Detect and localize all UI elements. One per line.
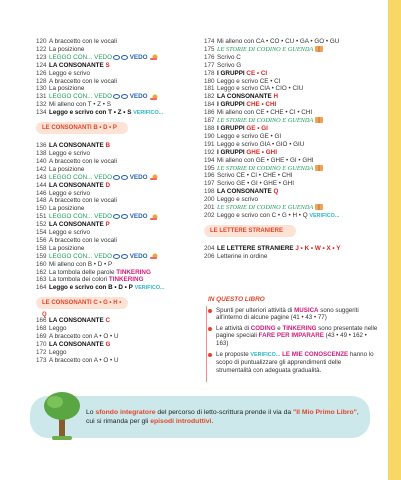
toc-entry (36, 276, 196, 284)
toc-entry (36, 341, 196, 349)
toc-entry (36, 101, 196, 109)
toc-entry (36, 78, 196, 86)
page-number: 130 (36, 85, 47, 93)
tinkering-label: TINKERING (282, 324, 317, 332)
vedo-label: VEDO (129, 93, 148, 101)
page-number: 154 (36, 229, 47, 237)
entry-text: Scrivo GE • GI • GHE • GHI (217, 180, 294, 188)
entry-title: LA CONSONANTE (49, 341, 104, 348)
page-number: 144 (36, 181, 47, 189)
verifico-label: VERIFICO... (250, 351, 281, 358)
entry-letter: CHE • CHI (246, 101, 277, 109)
note-text: hanno lo scopo di puntualizzare gli apprendimenti delle strumentalità con adeguata gradualità. (216, 350, 374, 374)
in-questo-libro (208, 296, 378, 377)
toc-entry (36, 349, 196, 357)
note-text: sono suggeriti all'interno di alcune pagine (41 • 43 • 77) (216, 306, 359, 322)
entry-title: LA CONSONANTE (49, 221, 104, 229)
entry-text: La tombola delle parole (49, 268, 115, 276)
toc-entry (36, 333, 196, 341)
note-text: e (277, 324, 281, 332)
page-number: 122 (36, 45, 47, 53)
entry-title: Leggo e scrivo con B • D • P (49, 284, 133, 292)
toc-entry (204, 157, 384, 165)
bullet-dot-icon (208, 327, 212, 331)
note-item-musica (208, 307, 378, 322)
in-questo-libro-line (206, 306, 207, 382)
toc-entry (36, 109, 196, 118)
page-number: 142 (36, 165, 47, 173)
toc-entry (36, 166, 196, 174)
toc-entry (204, 188, 384, 196)
entry-letter: GHE • GHI (246, 148, 277, 156)
page-number: 195 (204, 164, 215, 172)
toc-entry (36, 174, 196, 182)
page-number: 151 (36, 213, 47, 221)
toc-right-column (204, 38, 384, 261)
page-number: 124 (36, 61, 47, 69)
entry-text: Mi alleno con T • Z • S (49, 101, 111, 109)
entry-text: Leggo (49, 325, 67, 333)
section-header: LE CONSONANTI B • D • P (36, 122, 128, 134)
toc-entry (36, 357, 196, 365)
bullet-dot-icon (208, 353, 212, 357)
note-text: Le attività di (216, 324, 250, 332)
entry-text: A braccetto con A • O • U (49, 356, 119, 364)
leggo-label: LEGGO CON... VEDO (49, 173, 112, 181)
entry-text: La posizione (49, 244, 85, 252)
toc-entry (204, 85, 384, 93)
page-number: 194 (204, 156, 215, 164)
note-item-coding (208, 325, 378, 348)
bottom-highlight: sfondo integratore (95, 409, 156, 416)
page-number: 200 (204, 196, 215, 204)
entry-letter: H (273, 93, 279, 101)
page-number: 148 (36, 197, 47, 205)
page-number: 188 (204, 124, 215, 132)
toc-entry (36, 317, 196, 325)
toc-entry (36, 325, 196, 333)
page-number: 186 (204, 109, 215, 117)
entry-title: LA CONSONANTE (49, 317, 104, 325)
toc-entry (204, 253, 384, 261)
snail-icon (150, 253, 158, 259)
toc-entry (204, 245, 384, 253)
musica-label: MUSICA (294, 306, 319, 314)
entry-title: LA CONSONANTE (217, 188, 272, 196)
page-number: 187 (204, 117, 215, 125)
entry-text: Leggo e scrivo GIA • GIO • GIU (217, 140, 305, 148)
toc-entry (36, 205, 196, 213)
page-number: 134 (36, 109, 47, 117)
snail-icon (150, 54, 158, 60)
entry-title: LA CONSONANTE (49, 61, 104, 69)
book-icon (315, 204, 323, 210)
note-text: Le proposte (216, 350, 249, 358)
page-number: 168 (36, 325, 47, 333)
entry-text: Leggo e scrivo con C • G • H • Q (217, 211, 308, 219)
entry-text: Leggo e scrivo CE • CI (217, 77, 281, 85)
toc-entry (204, 117, 384, 125)
toc-entry (36, 158, 196, 166)
page-number: 198 (204, 188, 215, 196)
entry-text: Mi alleno con B • D • P (49, 260, 113, 268)
toc-entry (204, 212, 384, 221)
snail-icon (150, 214, 158, 220)
toc-entry (36, 197, 196, 205)
entry-text: La posizione (49, 45, 85, 53)
page-number: 184 (204, 101, 215, 109)
section-header: LE LETTERE STRANIERE (204, 225, 296, 237)
toc-entry (36, 284, 196, 293)
toc-left-column (36, 38, 196, 365)
snail-icon (150, 174, 158, 180)
entry-text: La posizione (49, 205, 85, 213)
toc-entry (36, 62, 196, 70)
entry-letter: P (105, 221, 110, 229)
page-number: 128 (36, 77, 47, 85)
in-questo-libro-title: IN QUESTO LIBRO (208, 296, 265, 303)
toc-entry (204, 93, 384, 101)
entry-text: A braccetto con A • O • U (49, 333, 119, 341)
toc-entry (204, 204, 384, 212)
bottom-text: , cui si rimanda per gli (86, 409, 359, 425)
toc-entry (36, 261, 196, 269)
page-number: 169 (36, 333, 47, 341)
entry-text: Leggo (49, 348, 67, 356)
page-number: 196 (204, 172, 215, 180)
eye-icon (121, 55, 128, 60)
page-number: 202 (204, 211, 215, 219)
entry-text: La posizione (49, 165, 85, 173)
page-number: 150 (36, 205, 47, 213)
eye-icon (121, 214, 128, 219)
toc-entry (36, 245, 196, 253)
toc-entry (204, 165, 384, 173)
page-number: 177 (204, 61, 215, 69)
page-number: 131 (36, 93, 47, 101)
entry-title: I GRUPPI (217, 148, 245, 156)
toc-entry (36, 38, 196, 46)
page-number: 158 (36, 244, 47, 252)
entry-title: LA CONSONANTE (49, 142, 104, 150)
bottom-text: del percorso di letto-scrittura prende il via da (157, 409, 292, 416)
toc-entry (204, 46, 384, 54)
toc-entry (36, 142, 196, 150)
toc-entry (36, 221, 196, 229)
toc-entry (204, 172, 384, 180)
entry-letter: Q (273, 188, 279, 196)
book-icon (315, 165, 323, 171)
page-number: 126 (36, 69, 47, 77)
page-number: 156 (36, 236, 47, 244)
entry-text: La tombola dei colori (49, 276, 108, 284)
toc-entry (36, 93, 196, 101)
page-number: 204 (204, 244, 215, 252)
toc-entry (36, 70, 196, 78)
toc-entry (204, 101, 384, 109)
entry-text: A braccetto con le vocali (49, 77, 117, 85)
toc-entry (36, 46, 196, 54)
entry-text: Mi alleno con CA • CO • CU • GA • GO • GU (217, 38, 340, 45)
entry-text: Leggo e scrivo CIA • CIO • CIU (217, 85, 304, 93)
entry-text: A braccetto con le vocali (49, 197, 117, 205)
book-icon (315, 117, 323, 123)
storie-label: LE STORIE DI CODINO E GUENDA (217, 45, 314, 53)
toc-entry (36, 182, 196, 190)
entry-letter: G (105, 341, 111, 348)
entry-text: La posizione (49, 85, 85, 93)
verifico-label: VERIFICO... (309, 212, 340, 219)
page-number: 136 (36, 142, 47, 150)
entry-letter: B (105, 142, 111, 150)
entry-text: Letterine in ordine (217, 252, 268, 260)
eye-icon (121, 175, 128, 180)
entry-title: LA CONSONANTE (217, 93, 272, 101)
page-number: 140 (36, 157, 47, 165)
bottom-text: Lo (86, 409, 94, 416)
fare-per-imparare-label: FARE PER IMPARARE (258, 332, 324, 340)
page-number: 181 (204, 85, 215, 93)
bottom-note-text (86, 408, 366, 426)
entry-letter: D (105, 181, 111, 189)
book-icon (315, 46, 323, 52)
page-number: 190 (204, 132, 215, 140)
verifico-label: VERIFICO... (133, 110, 164, 117)
entry-letter: GE • GI (246, 124, 268, 132)
entry-text: Mi alleno con GE • GHE • GI • GHI (217, 156, 314, 164)
entry-text: Leggo e scrivo (49, 149, 90, 157)
leggo-label: LEGGO CON... VEDO (49, 53, 112, 61)
page-number: 175 (204, 45, 215, 53)
toc-entry (36, 150, 196, 158)
toc-entry (204, 149, 384, 157)
page-number: 163 (36, 276, 47, 284)
toc-entry (36, 190, 196, 198)
toc-entry (204, 54, 384, 62)
page-number: 146 (36, 189, 47, 197)
entry-text: A braccetto con le vocali (49, 236, 117, 244)
page-number: 206 (204, 252, 215, 260)
leggo-label: LEGGO CON... VEDO (49, 252, 112, 260)
toc-entry (204, 78, 384, 86)
entry-letter: CE • CI (246, 69, 268, 77)
vedo-label: VEDO (129, 213, 148, 221)
entry-text: Leggo e scrivo (49, 69, 90, 77)
leggo-label: LEGGO CON... VEDO (49, 93, 112, 101)
entry-letter: C (105, 317, 111, 325)
coding-label: CODING (250, 324, 276, 332)
page-number: 152 (36, 221, 47, 229)
toc-entry (204, 133, 384, 141)
eye-icon (121, 254, 128, 259)
eye-icon (113, 214, 120, 219)
entry-letter: S (105, 61, 110, 69)
section-header: LE CONSONANTI C • G • H • Q (36, 297, 128, 309)
eye-icon (113, 254, 120, 259)
toc-entry (204, 180, 384, 188)
bottom-highlight: "Il Mio Primo Libro" (293, 409, 357, 416)
page-number: 174 (204, 38, 215, 45)
tinkering-label: TINKERING (108, 276, 144, 284)
entry-text: A braccetto con le vocali (49, 38, 117, 45)
toc-entry (36, 54, 196, 62)
entry-text: A braccetto con le vocali (49, 157, 117, 165)
page-number: 170 (36, 341, 47, 348)
eye-icon (113, 175, 120, 180)
tree-icon (42, 390, 82, 442)
note-text: sono presentate nelle pagine speciali (216, 324, 378, 340)
storie-label: LE STORIE DI CODINO E GUENDA (217, 117, 314, 125)
entry-title: Leggo e scrivo con T • Z • S (49, 109, 132, 117)
entry-text: Scrivo G (217, 61, 242, 69)
note-item-verifico (208, 351, 378, 375)
note-text: (43 • 49 • 162 • 163) (216, 332, 367, 347)
page-number: 191 (204, 140, 215, 148)
vedo-label: VEDO (129, 173, 148, 181)
page-number: 162 (36, 268, 47, 276)
entry-text: Leggo e scrivo GE • GI (217, 132, 282, 140)
verifico-label: VERIFICO... (134, 285, 165, 292)
entry-title: I GRUPPI (217, 69, 245, 77)
page-number: 159 (36, 252, 47, 260)
vedo-label: VEDO (129, 53, 148, 61)
entry-title: LA CONSONANTE (49, 181, 104, 189)
storie-label: LE STORIE DI CODINO E GUENDA (217, 164, 314, 172)
storie-label: LE STORIE DI CODINO E GUENDA (217, 204, 314, 212)
page-number: 178 (204, 69, 215, 77)
page-edge (388, 0, 401, 480)
toc-entry (36, 269, 196, 277)
bottom-highlight: episodi introduttivi (150, 418, 212, 425)
toc-entry (204, 109, 384, 117)
entry-title: LE LETTERE STRANIERE (217, 244, 294, 252)
bullet-dot-icon (208, 309, 212, 313)
entry-text: Leggo e scrivo (217, 196, 258, 204)
entry-text: Mi alleno con CE • CHE • CI • CHI (217, 109, 313, 117)
page-number: 182 (204, 93, 215, 101)
entry-letter: J • K • W • X • Y (295, 244, 341, 252)
snail-icon (150, 94, 158, 100)
page-number: 138 (36, 149, 47, 157)
entry-text: Scrivo CE • CI • CHE • CHI (217, 172, 293, 180)
toc-entry (204, 125, 384, 133)
entry-text: Scrivo C (217, 53, 241, 61)
toc-entry (36, 85, 196, 93)
entry-text: Leggo e scrivo (49, 229, 90, 237)
toc-entry (36, 213, 196, 221)
page-number: 172 (36, 348, 47, 356)
page-number: 173 (36, 356, 47, 364)
page-number: 164 (36, 284, 47, 292)
toc-entry (204, 70, 384, 78)
page-number: 166 (36, 317, 47, 325)
vedo-label: VEDO (129, 252, 148, 260)
conoscenze-label: LE MIE CONOSCENZE (282, 350, 349, 358)
page-number: 132 (36, 101, 47, 109)
toc-entry (204, 196, 384, 204)
page-number: 176 (204, 53, 215, 61)
eye-icon (113, 94, 120, 99)
entry-title: I GRUPPI (217, 101, 245, 109)
page-number: 201 (204, 204, 215, 212)
bottom-text: . (211, 418, 214, 425)
page-number: 123 (36, 53, 47, 61)
page-number: 143 (36, 173, 47, 181)
eye-icon (121, 94, 128, 99)
page-number: 192 (204, 148, 215, 156)
page-number: 120 (36, 38, 47, 45)
page-number: 180 (204, 77, 215, 85)
tinkering-label: TINKERING (116, 268, 151, 276)
toc-entry (36, 237, 196, 245)
toc-entry (204, 62, 384, 70)
page-number: 197 (204, 180, 215, 188)
toc-entry (36, 253, 196, 261)
entry-text: Leggo e scrivo (49, 189, 90, 197)
toc-entry (36, 229, 196, 237)
page-number: 160 (36, 260, 47, 268)
note-text: Spunti per ulteriori attività di (216, 306, 293, 314)
entry-title: I GRUPPI (217, 124, 245, 132)
toc-entry (204, 141, 384, 149)
leggo-label: LEGGO CON... VEDO (49, 213, 112, 221)
eye-icon (113, 55, 120, 60)
toc-entry (204, 38, 384, 46)
